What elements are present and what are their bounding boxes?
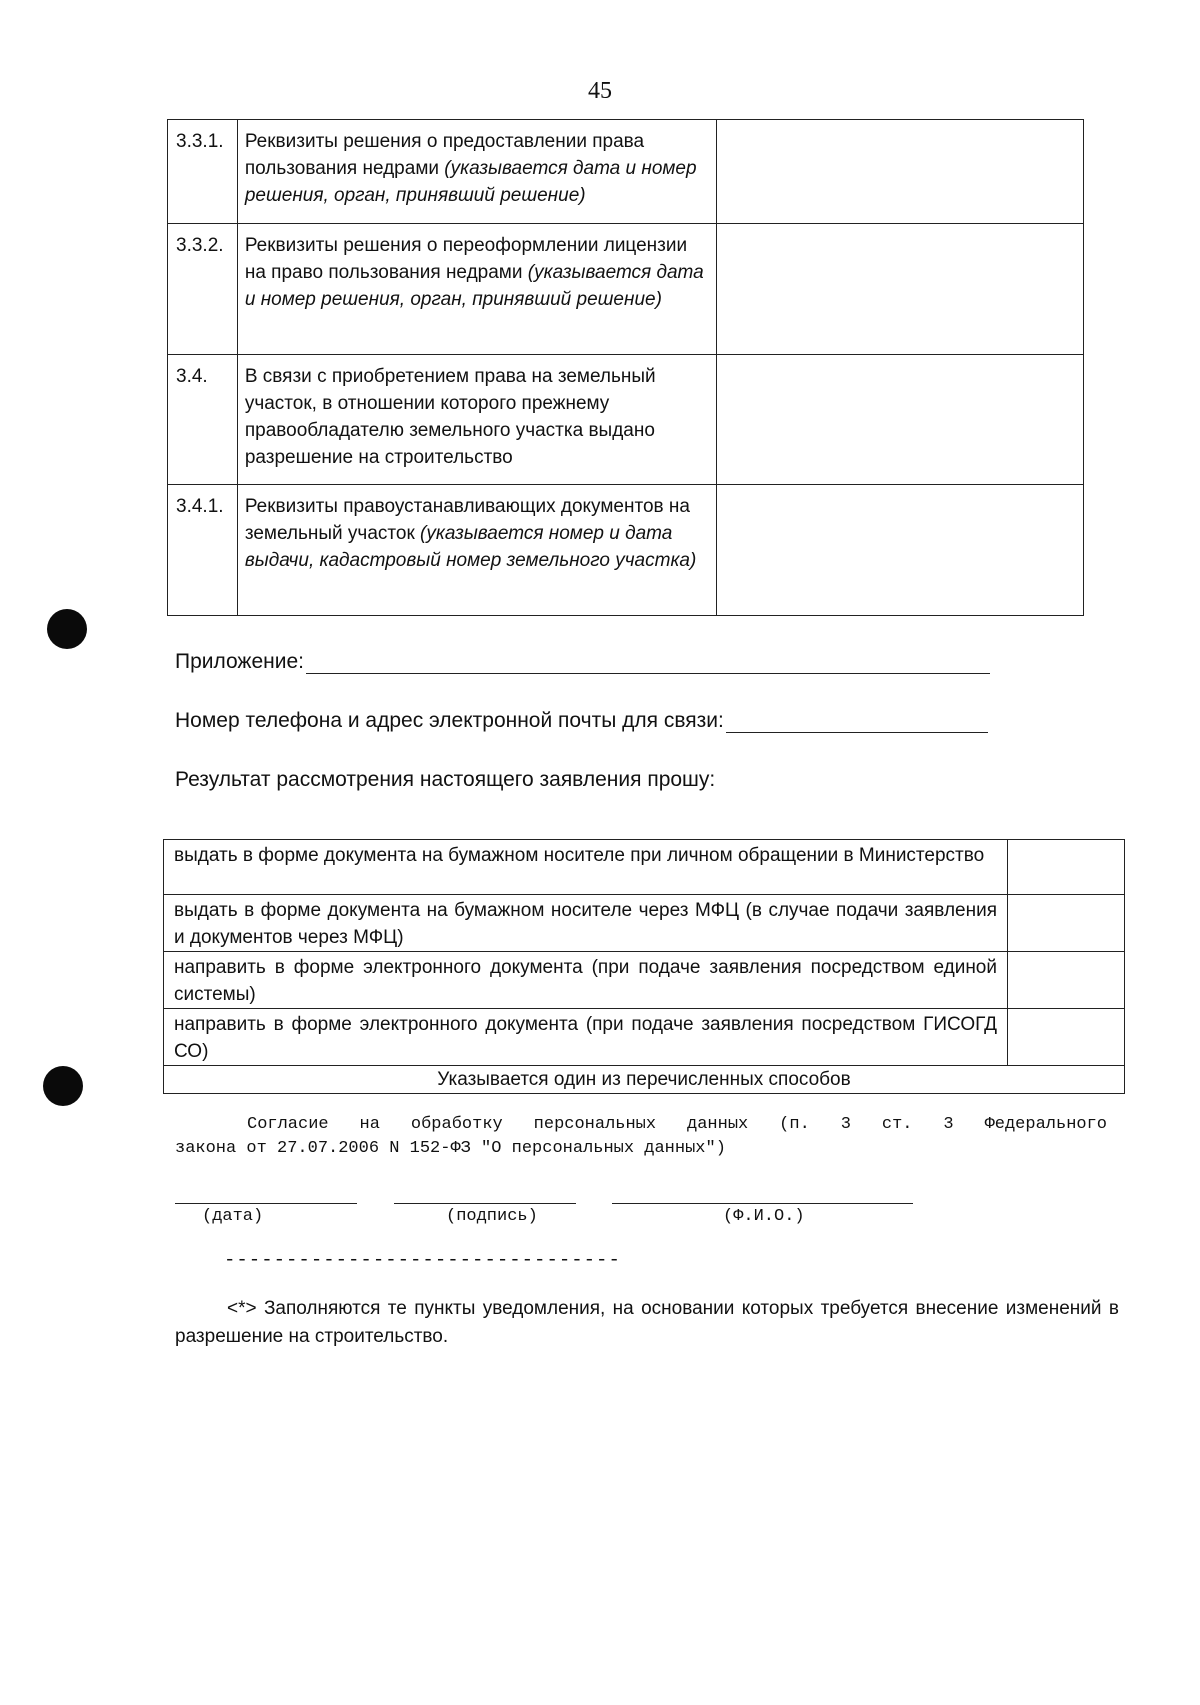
attachment-label: Приложение: [175,650,305,673]
option-row [164,895,1125,952]
option-text: направить в форме электронного документа (при подаче заявления посредством ГИСОГД СО) [164,1009,1008,1066]
contact-field [175,709,988,733]
date-label: (дата) [202,1207,264,1226]
row-description [237,120,717,224]
footnote-text: <*> Заполняются те пункты уведомления, на основании которых требуется внесение изменений в разрешение на строительство. [175,1298,1119,1347]
consent-line-2: закона от 27.07.2006 N 152-ФЗ "О персональных данных") [175,1139,726,1158]
attachment-input[interactable] [306,651,990,674]
result-options-table [163,839,1125,1094]
row-text: В связи с приобретением права на земельный участок, в отношении которого прежнему правообладателю земельного участка выдано разрешение на строительство [244,366,656,468]
option-row [164,1009,1125,1066]
option-checkbox[interactable] [1008,895,1125,952]
signature-line[interactable] [394,1203,576,1204]
option-checkbox[interactable] [1008,840,1125,895]
name-label: (Ф.И.О.) [723,1207,805,1226]
options-note-row [164,1066,1125,1094]
row-value-field[interactable] [717,485,1084,616]
options-note: Указывается один из перечисленных способов [164,1066,1125,1094]
date-signature-line[interactable] [175,1203,357,1204]
row-value-field[interactable] [717,224,1084,355]
dash-separator: -------------------------------- [224,1249,621,1271]
punch-hole-top [47,609,87,649]
changes-table [167,119,1084,616]
row-hint: (указывается номер и дата выдачи, кадастровый номер земельного участка) [244,523,697,571]
option-row [164,952,1125,1009]
table-row [168,355,1084,485]
table-row [168,485,1084,616]
attachment-field [175,650,990,674]
row-text: Реквизиты правоустанавливающих документов на земельный участок [244,496,690,544]
row-number: 3.3.1. [168,120,238,224]
table-row [168,120,1084,224]
table-row [168,224,1084,355]
name-signature-line[interactable] [612,1203,913,1204]
contact-label: Номер телефона и адрес электронной почты для связи: [175,709,724,732]
punch-hole-bottom [43,1066,83,1106]
signature-label: (подпись) [446,1207,538,1226]
row-description [237,224,717,355]
option-text: направить в форме электронного документа (при подаче заявления посредством единой системы) [164,952,1008,1009]
contact-input[interactable] [726,710,988,733]
option-checkbox[interactable] [1008,952,1125,1009]
result-label: Результат рассмотрения настоящего заявления прошу: [175,768,716,791]
row-text: Реквизиты решения о предоставлении права пользования недрами [244,131,645,179]
consent-line-1: Согласие на обработку персональных данных (п. 3 ст. 3 Федерального [247,1115,1107,1134]
row-description [237,485,717,616]
row-number: 3.4.1. [168,485,238,616]
row-value-field[interactable] [717,120,1084,224]
row-text: Реквизиты решения о переоформлении лицензии на право пользования недрами [244,235,688,283]
row-value-field[interactable] [717,355,1084,485]
row-description [237,355,717,485]
page-number: 45 [588,78,612,104]
footnote [175,1295,1119,1351]
row-hint: (указывается дата и номер решения, орган, принявший решение) [244,262,704,310]
option-checkbox[interactable] [1008,1009,1125,1066]
option-text: выдать в форме документа на бумажном носителе при личном обращении в Министерство [164,840,1008,895]
option-text: выдать в форме документа на бумажном носителе через МФЦ (в случае подачи заявления и документов через МФЦ) [164,895,1008,952]
option-row [164,840,1125,895]
row-number: 3.4. [168,355,238,485]
row-number: 3.3.2. [168,224,238,355]
consent-text [175,1113,1107,1161]
row-hint: (указывается дата и номер решения, орган, принявший решение) [244,158,697,206]
